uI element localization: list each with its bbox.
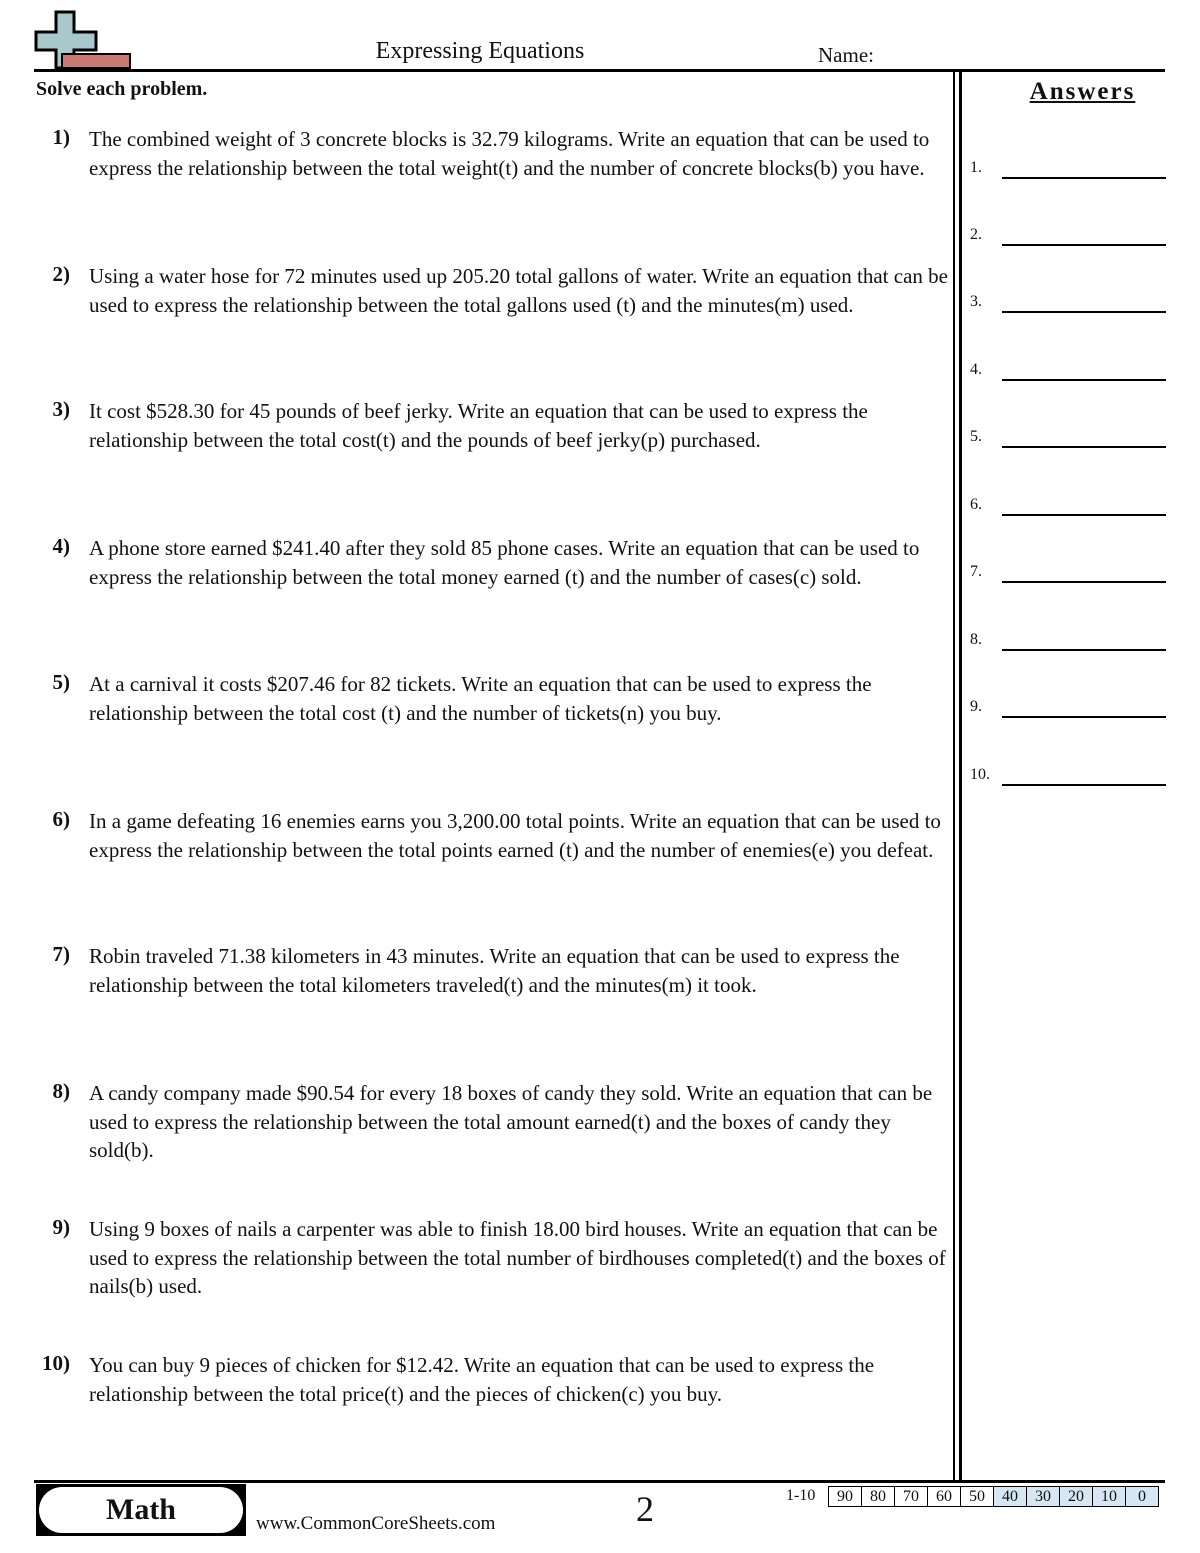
problem-text: Using a water hose for 72 minutes used up 205.20 total gallons of water. Write an equation that can be used to express the relationship between the total gallons used (t) and the minutes(m) used.	[89, 264, 948, 317]
score-range-label: 1-10	[786, 1487, 816, 1504]
score-cell: 20	[1059, 1486, 1093, 1507]
problem-number: 3)	[52, 397, 70, 421]
footer-rule	[34, 1480, 1165, 1483]
problem-text: The combined weight of 3 concrete blocks is 32.79 kilograms. Write an equation that can be used to express the relationship between the total weight(t) and the number of concrete blocks(b) you have.	[89, 127, 930, 180]
answer-row-8[interactable]	[970, 629, 1166, 653]
answer-blank[interactable]	[1002, 514, 1166, 516]
answer-row-6[interactable]	[970, 494, 1166, 518]
problem-4	[36, 534, 948, 634]
score-cell: 80	[861, 1486, 895, 1507]
answer-blank[interactable]	[1002, 716, 1166, 718]
score-cell: 40	[993, 1486, 1027, 1507]
problem-text: A phone store earned $241.40 after they sold 85 phone cases. Write an equation that can be used to express the relationship between the total money earned (t) and the number of cases(c) sold.	[89, 536, 920, 589]
problem-number: 4)	[52, 534, 70, 558]
instruction: Solve each problem.	[36, 78, 208, 100]
answer-blank[interactable]	[1002, 379, 1166, 381]
answer-row-3[interactable]	[970, 291, 1166, 315]
answer-row-4[interactable]	[970, 359, 1166, 383]
problem-number: 5)	[52, 670, 70, 694]
answer-label: 8.	[970, 631, 982, 648]
problem-3	[36, 397, 948, 497]
problem-number: 2)	[52, 262, 70, 286]
score-table	[829, 1486, 1159, 1507]
answer-row-9[interactable]	[970, 696, 1166, 720]
answer-label: 7.	[970, 563, 982, 580]
score-cell: 30	[1026, 1486, 1060, 1507]
column-divider	[953, 72, 955, 1482]
answer-row-2[interactable]	[970, 224, 1166, 248]
problem-6	[36, 807, 948, 907]
problem-text: In a game defeating 16 enemies earns you 3,200.00 total points. Write an equation that can be used to express the relationship between the total points earned (t) and the number of enemies(e) you defeat.	[89, 809, 941, 862]
answer-blank[interactable]	[1002, 446, 1166, 448]
answer-label: 6.	[970, 496, 982, 513]
problem-8	[36, 1079, 948, 1179]
problem-number: 1)	[52, 125, 70, 149]
answer-row-5[interactable]	[970, 426, 1166, 450]
problem-number: 6)	[52, 807, 70, 831]
page-number: 2	[636, 1489, 654, 1529]
score-cell: 0	[1125, 1486, 1159, 1507]
problem-text: Robin traveled 71.38 kilometers in 43 minutes. Write an equation that can be used to express the relationship between the total kilometers traveled(t) and the minutes(m) it took.	[89, 944, 900, 997]
problem-text: A candy company made $90.54 for every 18 boxes of candy they sold. Write an equation that can be used to express the relationship between the total amount earned(t) and the boxes of candy they sold(b).	[89, 1081, 933, 1162]
answer-label: 1.	[970, 159, 982, 176]
column-divider	[959, 72, 962, 1482]
header-rule	[34, 69, 1165, 72]
answer-row-1[interactable]	[970, 157, 1166, 181]
subject-badge: Math	[39, 1487, 243, 1533]
problem-9	[36, 1215, 948, 1315]
problem-number: 7)	[52, 942, 70, 966]
answer-label: 5.	[970, 428, 982, 445]
problem-1	[36, 125, 948, 225]
score-cell: 90	[828, 1486, 862, 1507]
problem-2	[36, 262, 948, 362]
answer-label: 4.	[970, 361, 982, 378]
score-cell: 50	[960, 1486, 994, 1507]
answer-blank[interactable]	[1002, 311, 1166, 313]
answer-blank[interactable]	[1002, 649, 1166, 651]
worksheet-title: Expressing Equations	[375, 38, 585, 64]
logo	[34, 10, 134, 70]
score-cell: 70	[894, 1486, 928, 1507]
name-label: Name:	[818, 43, 874, 67]
problem-number: 8)	[52, 1079, 70, 1103]
answers-title: Answers	[1029, 78, 1136, 105]
answer-blank[interactable]	[1002, 581, 1166, 583]
problem-text: It cost $528.30 for 45 pounds of beef jerky. Write an equation that can be used to express the relationship between the total cost(t) and the pounds of beef jerky(p) purchased.	[89, 399, 868, 452]
answer-label: 3.	[970, 293, 982, 310]
problem-5	[36, 670, 948, 770]
score-cell: 10	[1092, 1486, 1126, 1507]
problem-number: 9)	[52, 1215, 70, 1239]
answer-row-10[interactable]	[970, 764, 1166, 788]
problem-text: At a carnival it costs $207.46 for 82 tickets. Write an equation that can be used to express the relationship between the total cost (t) and the number of tickets(n) you buy.	[89, 672, 872, 725]
answer-label: 9.	[970, 698, 982, 715]
answer-blank[interactable]	[1002, 244, 1166, 246]
problem-7	[36, 942, 948, 1042]
problem-text: Using 9 boxes of nails a carpenter was able to finish 18.00 bird houses. Write an equation that can be used to express the relationship between the total number of birdhouses completed(t) and the boxes of nails(b) used.	[89, 1217, 946, 1298]
problem-10	[36, 1351, 948, 1451]
answer-row-7[interactable]	[970, 561, 1166, 585]
website-url: www.CommonCoreSheets.com	[256, 1513, 496, 1534]
answer-blank[interactable]	[1002, 784, 1166, 786]
answer-blank[interactable]	[1002, 177, 1166, 179]
problem-number: 10)	[42, 1351, 70, 1375]
answer-label: 2.	[970, 226, 982, 243]
score-cell: 60	[927, 1486, 961, 1507]
answer-label: 10.	[970, 766, 990, 783]
problem-text: You can buy 9 pieces of chicken for $12.42. Write an equation that can be used to express the relationship between the total price(t) and the pieces of chicken(c) you buy.	[89, 1353, 875, 1406]
